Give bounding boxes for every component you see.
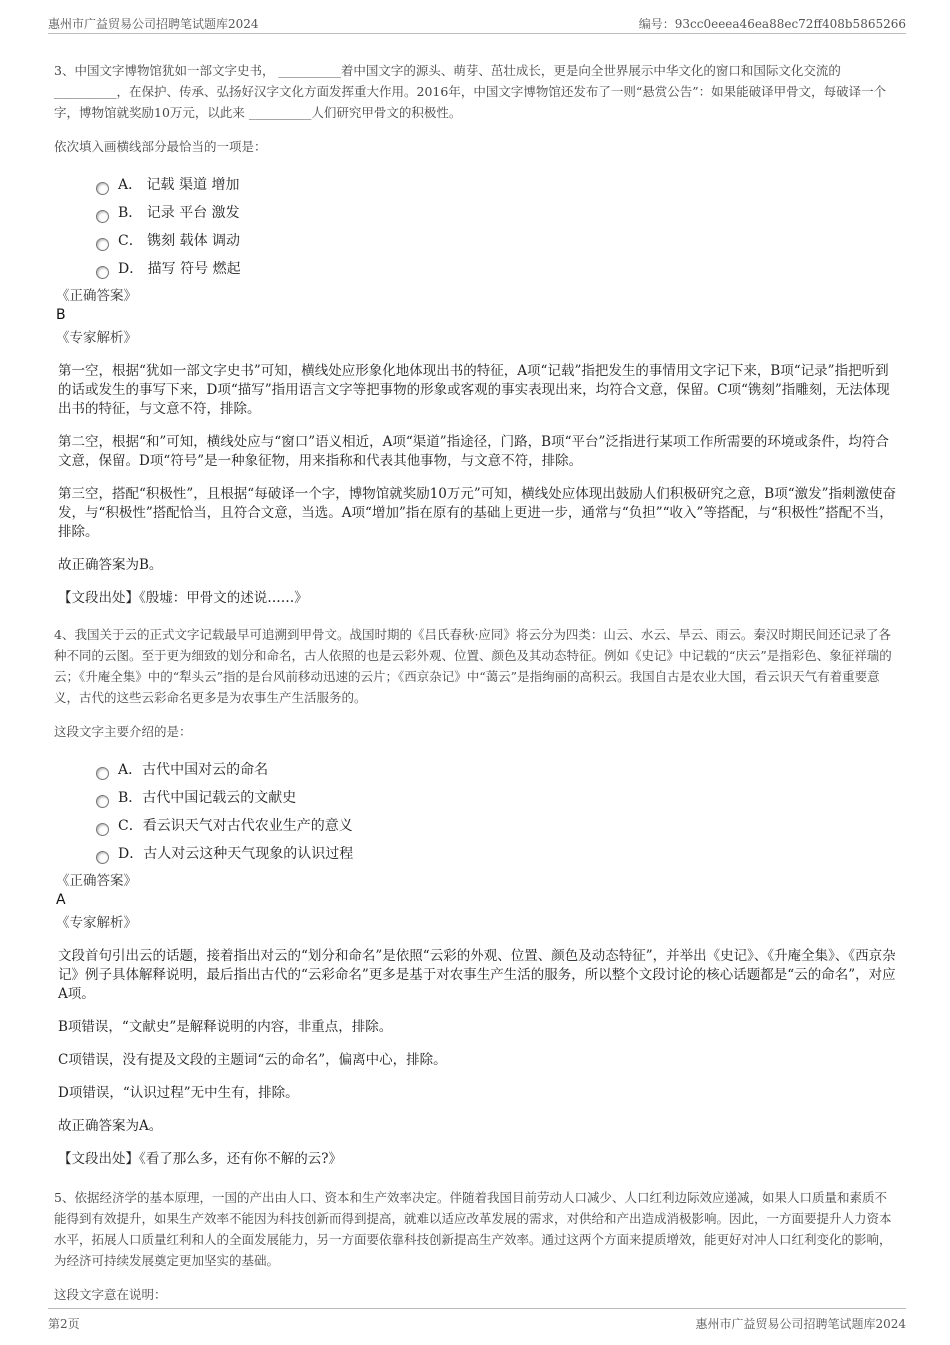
option-c[interactable]: [96, 227, 896, 255]
analysis-label: 《专家解析》: [56, 915, 137, 931]
question-text: 3、中国文字博物馆犹如一部文字史书， __________着中国文字的源头、萌芽、茁壮成长，更是向全世界展示中华文化的窗口和国际文化交流的__________，在保护、传承、弘扬好汉字文化方面发挥重大作用。2016年，中国文字博物馆还发布了一则“悬赏公告”：如果能破译甲骨文，每破译一个字，博物馆就奖励10万元，以此来 __________人们研究甲骨文的积极性。: [54, 63, 887, 120]
option-b[interactable]: [96, 784, 896, 812]
option-d[interactable]: [96, 840, 896, 868]
radio-icon[interactable]: [96, 182, 109, 195]
question-4: [54, 624, 896, 1169]
analysis-paragraph: B项错误，“文献史”是解释说明的内容，非重点，排除。: [58, 1019, 393, 1035]
option-label: D． 描写 符号 燃起: [118, 261, 241, 277]
option-label: D．古人对云这种天气现象的认识过程: [118, 846, 354, 862]
question-5: [54, 1187, 896, 1303]
page-content: [54, 60, 896, 1319]
answer-value: B: [56, 307, 66, 323]
question-prompt: 依次填入画横线部分最恰当的一项是：: [54, 139, 267, 154]
option-list: [96, 756, 896, 868]
analysis-paragraph: 文段首句引出云的话题，接着指出对云的“划分和命名”是依照“云彩的外观、位置、颜色及动态特征”，并举出《史记》、《升庵全集》、《西京杂记》例子具体解释说明，最后指出古代的“云彩命名”更多是基于对农事生产生活的服务，所以整个文段讨论的核心话题都是“云的命名”，对应A项。: [58, 948, 896, 1002]
radio-icon[interactable]: [96, 851, 109, 864]
option-label: A．古代中国对云的命名: [118, 762, 269, 778]
analysis-paragraph: C项错误，没有提及文段的主题词“云的命名”，偏离中心，排除。: [58, 1052, 447, 1068]
page-number: 第2页: [48, 1317, 80, 1331]
option-list: [96, 171, 896, 283]
header-doc-id: 编号：93cc0eeea46ea88ec72ff408b5865266: [638, 17, 906, 31]
radio-icon[interactable]: [96, 767, 109, 780]
page-footer: [48, 1308, 906, 1333]
radio-icon[interactable]: [96, 210, 109, 223]
question-prompt: 这段文字主要介绍的是：: [54, 724, 192, 739]
radio-icon[interactable]: [96, 823, 109, 836]
answer-label: 《正确答案》: [56, 873, 137, 889]
option-d[interactable]: [96, 255, 896, 283]
option-label: B．古代中国记载云的文献史: [118, 790, 297, 806]
question-text: 5、依据经济学的基本原理，一国的产出由人口、资本和生产效率决定。伴随着我国目前劳动人口减少、人口红利边际效应递减，如果人口质量和素质不能得到有效提升，如果生产效率不能因为科技创新而得到提高，就难以适应改革发展的需求，对供给和产出造成消极影响。因此，一方面要提升人力资本水平，拓展人口质量红利和人的全面发展能力，另一方面要依靠科技创新提高生产效率。通过这两个方面来提质增效，能更好对冲人口红利变化的影响，为经济可持续发展奠定更加坚实的基础。: [54, 1190, 892, 1268]
option-a[interactable]: [96, 756, 896, 784]
header-title: 惠州市广益贸易公司招聘笔试题库2024: [48, 17, 259, 31]
analysis-paragraph: D项错误，“认识过程”无中生有，排除。: [58, 1085, 299, 1101]
question-3: [54, 60, 896, 608]
analysis-paragraph: 第三空，搭配“积极性”，且根据“每破译一个字，博物馆就奖励10万元”可知，横线处应体现出鼓励人们积极研究之意，B项“激发”指刺激使奋发，与“积极性”搭配恰当，且符合文意，当选。A项“增加”指在原有的基础上更进一步，通常与“负担”“收入”等搭配，与“积极性”搭配不当，排除。: [58, 486, 897, 540]
analysis-paragraph: 故正确答案为A。: [58, 1118, 163, 1134]
answer-value: A: [56, 892, 66, 908]
option-label: B． 记录 平台 激发: [118, 205, 240, 221]
radio-icon[interactable]: [96, 795, 109, 808]
analysis-paragraph: 故正确答案为B。: [58, 557, 163, 573]
option-b[interactable]: [96, 199, 896, 227]
source-citation: 【文段出处】《看了那么多，还有你不解的云?》: [58, 1151, 342, 1167]
analysis-paragraph: 第一空，根据“犹如一部文字史书”可知，横线处应形象化地体现出书的特征，A项“记载”指把发生的事情用文字记下来，B项“记录”指把听到的话或发生的事写下来，D项“描写”指用语言文字等把事物的形象或客观的事实表现出来，均符合文意，保留。C项“镌刻”指雕刻，无法体现出书的特征，与文意不符，排除。: [58, 363, 890, 417]
answer-label: 《正确答案》: [56, 288, 137, 304]
analysis-label: 《专家解析》: [56, 330, 137, 346]
radio-icon[interactable]: [96, 266, 109, 279]
analysis-paragraph: 第二空，根据“和”可知，横线处应与“窗口”语义相近，A项“渠道”指途径，门路，B项“平台”泛指进行某项工作所需要的环境或条件，均符合文意，保留。D项“符号”是一种象征物，用来指称和代表其他事物，与文意不符，排除。: [58, 434, 889, 469]
option-a[interactable]: [96, 171, 896, 199]
option-label: A． 记载 渠道 增加: [118, 177, 240, 193]
question-prompt: 这段文字意在说明：: [54, 1287, 167, 1302]
option-c[interactable]: [96, 812, 896, 840]
radio-icon[interactable]: [96, 238, 109, 251]
question-text: 4、我国关于云的正式文字记载最早可追溯到甲骨文。战国时期的《吕氏春秋·应同》将云分为四类：山云、水云、旱云、雨云。秦汉时期民间还记录了各种不同的云图。至于更为细致的划分和命名，古人依照的也是云彩外观、位置、颜色及其动态特征。例如《史记》中记载的“庆云”是指彩色、象征祥瑞的云；《升庵全集》中的“犁头云”指的是台风前移动迅速的云片；《西京杂记》中“蔼云”是指绚丽的高积云。我国自古是农业大国，看云识天气有着重要意义，古代的这些云彩命名更多是为农事生产生活服务的。: [54, 627, 892, 705]
source-citation: 【文段出处】《殷墟：甲骨文的述说……》: [58, 590, 308, 606]
footer-title: 惠州市广益贸易公司招聘笔试题库2024: [695, 1317, 906, 1331]
option-label: C． 镌刻 载体 调动: [118, 233, 241, 249]
page-header: [48, 13, 906, 34]
option-label: C．看云识天气对古代农业生产的意义: [118, 818, 353, 834]
